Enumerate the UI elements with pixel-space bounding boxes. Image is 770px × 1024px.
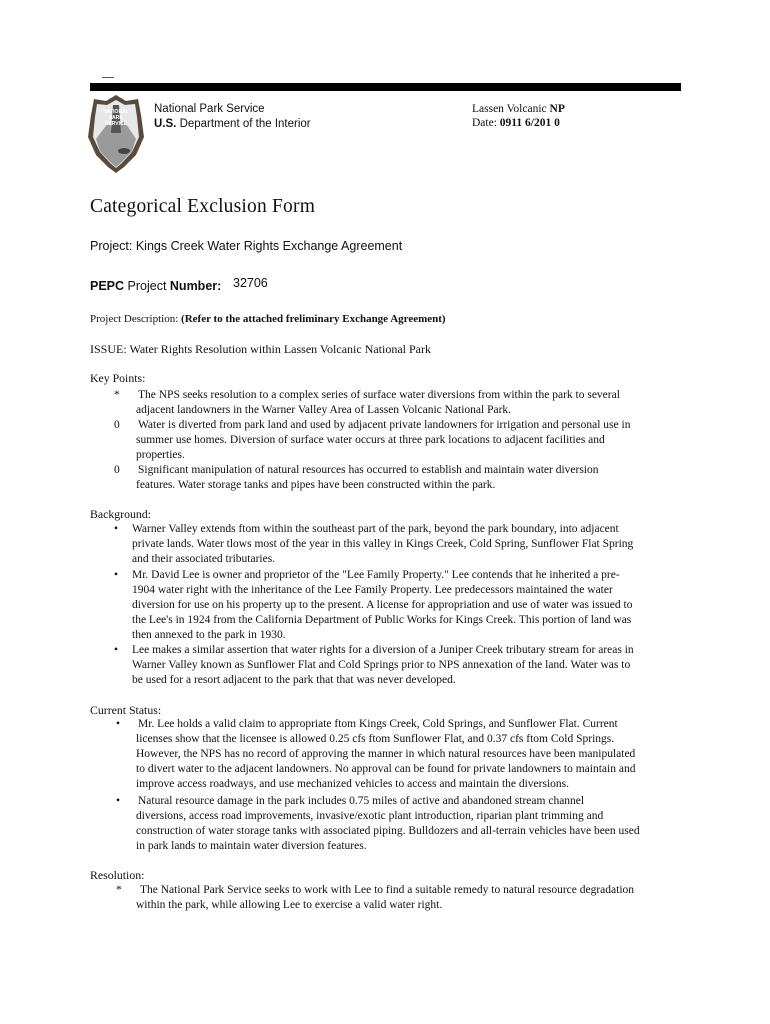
project-name: Project: Kings Creek Water Rights Exchange Agreement bbox=[90, 239, 403, 253]
svg-text:NATIONAL: NATIONAL bbox=[103, 109, 129, 115]
list-marker: * bbox=[116, 884, 122, 896]
list-item: Warner Valley extends ftom within the southeast part of the park, beyond the park boundary, into adjacent private lands. Water tlows most of the year in this valley in Kings Creek, Cold Spring, Sunflower Flat Spring and their associated tributaries. bbox=[132, 523, 634, 565]
list-marker: • bbox=[116, 718, 121, 730]
list-marker: • bbox=[114, 569, 119, 581]
list-item: Significant manipulation of natural resources has occurred to establish and maintain water diversion features. Water storage tanks and pipes have been constructed within the park. bbox=[136, 464, 599, 491]
agency-block bbox=[154, 102, 311, 132]
list-item: The National Park Service seeks to work with Lee to find a suitable remedy to natural resource degradation within the park, while allowing Lee to exercise a valid water right. bbox=[136, 884, 635, 911]
list-marker: • bbox=[114, 644, 119, 656]
scan-mark bbox=[102, 77, 114, 78]
header-rule bbox=[90, 83, 681, 91]
list-item: Water is diverted from park land and used by adjacent private landowners for irrigation and personal use in summer use homes. Diversion of surface water occurs at three park locations to adjacent facilities and properties. bbox=[136, 419, 631, 461]
list-marker: 0 bbox=[114, 419, 120, 431]
nps-arrowhead-logo bbox=[86, 93, 146, 175]
park-date-block bbox=[472, 102, 565, 130]
svg-text:PARK: PARK bbox=[109, 115, 123, 121]
park-name: Lassen Volcanic NP bbox=[472, 103, 565, 115]
list-item: Natural resource damage in the park includes 0.75 miles of active and abandoned stream channel diversions, access road improvements, invasive/exotic plant introduction, riparian plant trimming and construction of water storage tanks with associated piping. Bulldozers and all-terrain vehicles have been used in park lands to maintain water diversion features. bbox=[136, 795, 640, 852]
list-item: Mr. Lee holds a valid claim to appropriate ftom Kings Creek, Cold Springs, and Sunflower Flat. Current licenses show that the licensee is allowed 0.25 cfs ftom Sunflower Flat, and 0.37 cfs ftom Cold Springs. However, the NPS has no record of approving the manner in which natural resources have been manipulated to divert water to the adjacent landowners. No approval can be found for private landowners to maintain and improve access roadways, and use mechanized vehicles to access and maintain the diversions. bbox=[136, 718, 636, 790]
background-heading: Background: bbox=[90, 507, 151, 521]
agency-name: National Park Service bbox=[154, 103, 265, 115]
pepc-label: PEPC Project Number: bbox=[90, 279, 222, 293]
key-points-heading: Key Points: bbox=[90, 371, 146, 385]
list-item: Mr. David Lee is owner and proprietor of the "Lee Family Property." Lee contends that he inherited a pre- 1904 water right with the inheritance of the Lee Family Property. Lee predecessors maintained the water diversion for use on his property up to the present. A license for appropriation and use of water was issued to the Lee's in 1924 from the California Department of Public Works for Kings Creek. This portion of land was then annexed to the park in 1930. bbox=[132, 569, 633, 641]
project-description: Project Description: (Refer to the attached freliminary Exchange Agreement) bbox=[90, 313, 446, 325]
svg-text:SERVICE: SERVICE bbox=[105, 121, 127, 127]
list-marker: * bbox=[114, 389, 120, 401]
resolution-heading: Resolution: bbox=[90, 868, 145, 882]
department-name: U.S. Department of the Interior bbox=[154, 118, 311, 130]
form-title: Categorical Exclusion Form bbox=[90, 196, 316, 217]
list-marker: • bbox=[116, 795, 121, 807]
pepc-number: 32706 bbox=[233, 276, 268, 290]
list-item: Lee makes a similar assertion that water rights for a diversion of a Juniper Creek tributary stream for areas in Warner Valley known as Sunflower Flat and Cold Springs prior to NPS annexation of the land. Water was to be used for a resort adjacent to the park that that was never developed. bbox=[132, 644, 634, 686]
issue-statement: ISSUE: Water Rights Resolution within Lassen Volcanic National Park bbox=[90, 342, 432, 356]
list-marker: • bbox=[114, 523, 119, 535]
list-item: The NPS seeks resolution to a complex series of surface water diversions from within the park to several adjacent landowners in the Warner Valley Area of Lassen Volcanic National Park. bbox=[136, 389, 620, 416]
list-marker: 0 bbox=[114, 464, 120, 476]
form-date: Date: 0911 6/201 0 bbox=[472, 117, 560, 129]
current-status-heading: Current Status: bbox=[90, 703, 162, 717]
